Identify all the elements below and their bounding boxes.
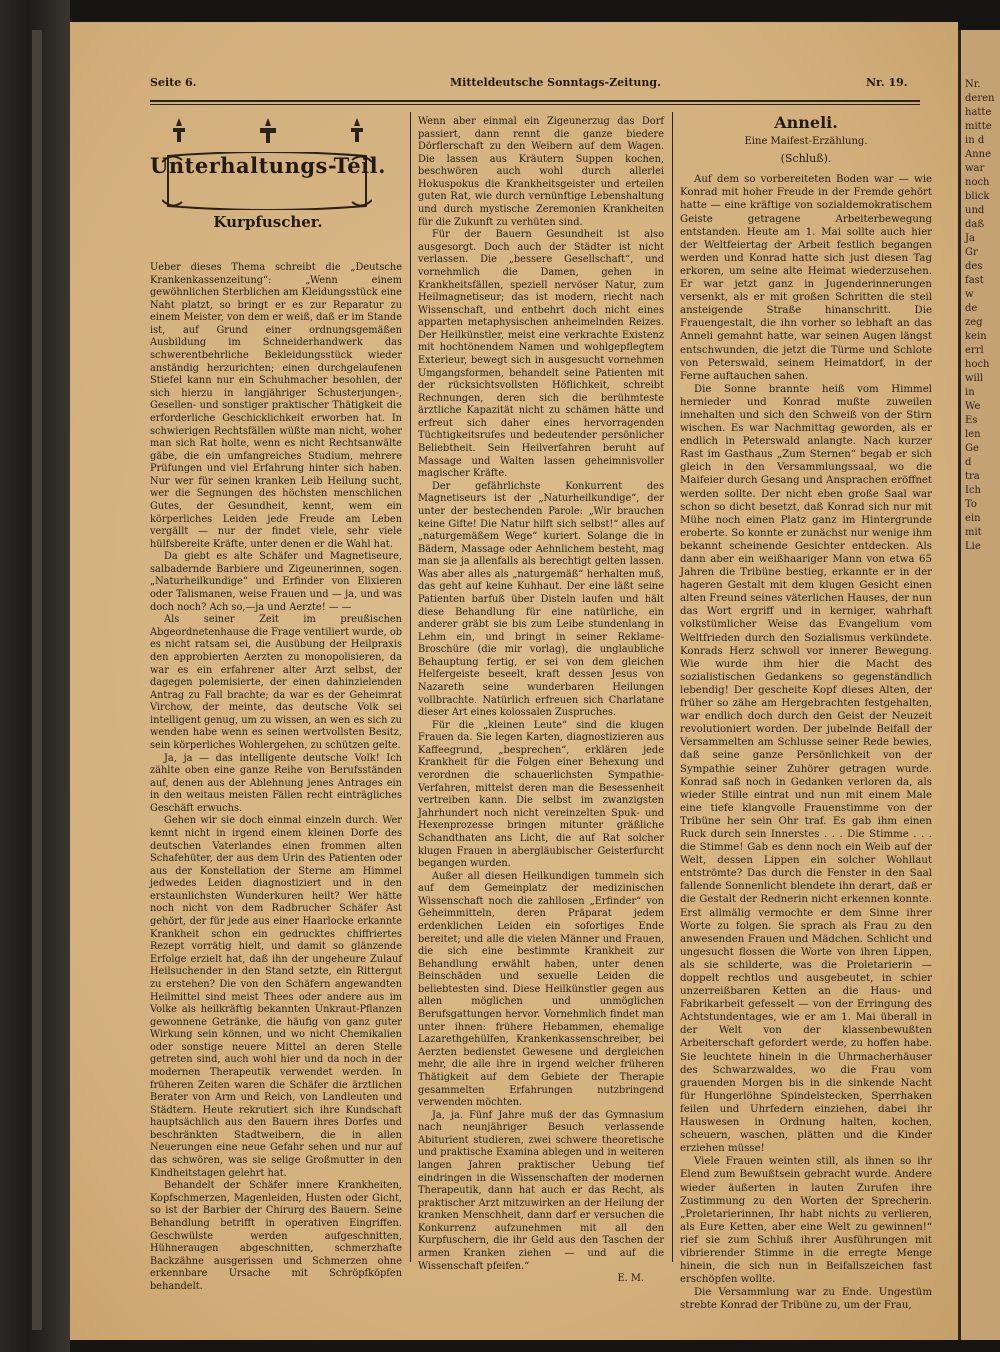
header-rule <box>150 100 920 102</box>
paragraph: Ueber dieses Thema schreibt die „Deutsche Krankenkassenzeitung“: „Wenn einem gewöhnlichen Sterblichen am Kleidungsstück eine Naht platzt, so bringt er es zur Reparatur zu einem Meister, von dem er weiß, daß er im Stande ist, auf Grund einer ordnungsgemäßen Ausbildung im Schneiderhandwerk das schwerentbehrliche Bekleidungsstück wieder anständig herzurichten; einen durchgelaufenen Stiefel kann nur ein Schuhmacher besohlen, der sich hierzu in langjähriger Schusterjungen-, Gesellen- und sonstiger praktischer Thätigkeit die erforderliche Geschicklichkeit erworben hat. In schwierigen Rechtsfällen wüßte man nicht, woher man sich Rat holte, wenn es nicht Rechtsanwälte gäbe, die ein umfangreiches Studium, mehrere Prüfungen und viel Erfahrung hinter sich haben. Nur wer für seinen kranken Leib Heilung sucht, wer die Segnungen des höchsten menschlichen Gutes, der Gesundheit, kennt, wem ein körperliches Leiden jede Freude am Leben vergällt — nur der findet viele, sehr viele hülfsbereite Kräfte, unter denen er die Wahl hat. <box>150 262 402 550</box>
ornament-crown-icon <box>168 116 190 146</box>
ornament-crown-icon <box>346 116 368 146</box>
column-1 <box>150 116 402 1293</box>
column-divider-1 <box>410 112 411 1262</box>
paragraph: Der gefährlichste Konkurrent des Magnetiseurs ist der „Naturheilkundige“, der unter der bestechenden Parole: „Wir brauchen keine Gifte! Die Natur hilft sich selbst!“ alles auf „naturgemäßem Wege“ kuriert. Solange die in Bädern, Massage oder Aehnlichem besteht, mag man sie ja allenfalls als berechtigt gelten lassen. Was aber alles als „naturgemäß“ herhalten muß, das geht auf keine Kuhhaut. Der eine läßt seine Patienten barfuß über Disteln laufen und hält diese Behandlung für eine natürliche, ein anderer gräbt sie bis zum Leibe stundenlang in Lehm ein, und bringt in seiner Reklame-Broschüre (die mir vorlag), die unglaubliche Behauptung fertig, er sei von dem gleichen Helfergeiste beseelt, kraft dessen Jesus von Nazareth seine wunderbaren Heilungen vollbrachte. Natürlich erfreuen sich Charlatane dieser Art eines kolossalen Zuspruches. <box>418 480 664 719</box>
story-title: Anneli. <box>774 113 838 132</box>
paragraph: Auf dem so vorbereiteten Boden war — wie Konrad mit hoher Freude in der Fremde gehört hatte — eine kräftige von sozialdemokratischem Geiste getragene Arbeiterbewegung entstanden. Heute am 1. Mai sollte auch hier der Weltfeiertag der Arbeit festlich begangen werden und Konrad hatte sich just diesen Tag erkoren, um seine alte Heimat wiederzusehen. Er war jetzt ganz in Jugenderinnerungen versenkt, als er mit großen Schritten die steil ansteigende Straße hinanschritt. Die Frauengestalt, die ihn vorher so lebhaft an das Anneli gemahnt hatte, war seinen Augen längst entschwunden, die jetzt die Türme und Schlote von Peterswald, seinem Heimatdorf, in der Ferne auftauchen sahen. <box>680 174 932 382</box>
section-banner <box>150 116 402 262</box>
paragraph: Außer all diesen Heilkundigen tummeln sich auf dem Gemeinplatz der medizinischen Wissenschaft noch die zahllosen „Erfinder“ von Geheimmitteln, deren Präparat jedem erdenklichen Leiden ein sofortiges Ende bereitet; und alle die vielen Männer und Frauen, die sich eine bestimmte Krankheit zur Behandlung erwählt haben, unter denen Beinschäden und sexuelle Leiden die beliebtesten sind. Diese Heilkünstler gegen aus allen möglichen und unmöglichen Berufsgattungen hervor. Vornehmlich findet man unter ihnen: frühere Hebammen, ehemalige Lazarethgehülfen, Krankenkassenschreiber, bei Aerzten bedienstet Gewesene und dergleichen mehr, die alle ihre in irgend welcher früheren Thätigkeit auf dem Gebiete der Therapie gesammelten Erfahrungen nutzbringend verwenden möchten. <box>418 870 664 1109</box>
paragraph: Viele Frauen weinten still, als ihnen so ihr Elend zum Bewußtsein gebracht wurde. Andere wieder äußerten in lauten Zurufen ihre Zustimmung zu den Worten der Sprecherin. „Proletarierinnen, Ihr habt nichts zu verlieren, als Eure Ketten, aber eine Welt zu gewinnen!“ rief sie zum Schluß ihrer Ausführungen mit vibrierender Stimme in die erregte Menge hinein, die sich nun in Beifallszeichen fast erschöpfen wollte. <box>680 1156 932 1286</box>
newspaper-title: Mitteldeutsche Sonntags-Zeitung. <box>450 76 661 89</box>
book-binding <box>0 0 70 1352</box>
story-subtitle: Eine Maifest-Erzählung. <box>744 136 868 148</box>
paragraph: Behandelt der Schäfer innere Krankheiten, Kopfschmerzen, Magenleiden, Husten oder Gicht, so ist der Barbier der Chirurg des Bauern. Seine Behandlung betrifft in operativen Eingriffen. Geschwülste werden aufgeschnitten, Hühneraugen abgeschnitten, schmerzhafte Backzähne ausgerissen und Schmerzen ohne erkennbare Ursache mit Schröpfköpfen behandelt. <box>150 1180 402 1292</box>
page-header <box>150 72 910 96</box>
paragraph: Gehen wir sie doch einmal einzeln durch. Wer kennt nicht in irgend einem kleinen Dorfe des deutschen Vaterlandes einen frommen alten Schafehüter, der aus dem Urin des Patienten oder aus der Konstellation der Sterne am Himmel jedwedes Leiden diagnostiziert und in den erstaunlichsten Wunderkuren heilt? Wer hätte noch nicht von dem Radbrucher Schäfer Ast gehört, der für jede aus einer Haarlocke erkannte Krankheit schon ein gedrucktes chiffriertes Rezept vorrätig hielt, und damit so glänzende Erfolge erzielt hat, daß ihn der ungeheure Zulauf Heilsuchender in den Stand setzte, ein Rittergut zu erstehen? Die von den Schäfern angewandten Heilmittel sind meist Thees oder andere aus im Volke als heilkräftig bekannten Unkraut-Pflanzen gewonnene Getränke, die häufig von ganz guter Wirkung sein können, und wo nicht Chemikalien oder sonstige neuere Mittel an deren Stelle getreten sind, auch wohl hier und da noch in der modernen Therapeutik verwendet werden. In früheren Zeiten waren die Schäfer die ärztlichen Berater von Arm und Reich, von Landleuten und Städtern. Heute rekrutiert sich ihre Kundschaft hauptsächlich aus den Bauern ihres Dorfes und beschränkten Stadtweibern, die in allen Neuerungen eine neue Gefahr sehen und nur auf das schwören, was sie selige Großmutter in den Kindheitstagen gelehrt hat. <box>150 815 402 1179</box>
header-rule-thin <box>150 104 920 105</box>
article-title: Kurpfuscher. <box>213 213 323 231</box>
paragraph: Ja, ja — das intelligente deutsche Volk! Ich zählte oben eine ganze Reihe von Berufsständen auf, denen aus der Ablehnung jenes Antrages ein in den weitaus meisten Fällen recht einträgliches Geschäft erwuchs. <box>150 752 402 814</box>
paragraph: Wenn aber einmal ein Zigeunerzug das Dorf passiert, dann rennt die ganze biedere Dörflerschaft zu den Weibern auf dem Wagen. Die lassen aus Kräutern Suppen kochen, beschwören auch wohl durch allerlei Hokuspokus die Krankheitsgeister und erteilen guten Rat, wie durch vernünftige Lebenshaltung und durch mystische Zeremonien Krankheiten für die Zukunft zu verhüten sind. <box>418 116 664 228</box>
next-page-edge <box>958 30 1000 1340</box>
paragraph: Für der Bauern Gesundheit ist also ausgesorgt. Doch auch der Städter ist nicht verlassen. Die „bessere Gesellschaft“, und vornehmlich die Damen, gehen in Krankheitsfällen, speziell nervöser Natur, zum Heilmagnetiseur; das ist modern, riecht nach Wissenschaft, und entbehrt doch nicht eines apparten metaphysischen anheimelnden Reizes. Der Heilkünstler, meist eine verkrachte Existenz mit hochtönendem Namen und wohlgepflegtem Exterieur, bewegt sich in ausgesucht vornehmen Umgangsformen, behandelt seine Patienten mit der rücksichtsvollsten Höflichkeit, schreibt Rechnungen, deren sich die berühmteste ärztliche Kapazität nicht zu schämen hätte und erfreut sich daher eines hervorragenden Tüchtigkeitsrufes und bedeutender persönlicher Beliebtheit. Sein Heilverfahren beruht auf Massage und Walten lassen geheimnisvoller magischer Kräfte. <box>418 229 664 480</box>
binding-strip <box>32 30 42 1330</box>
column-divider-2 <box>672 112 673 1262</box>
paragraph: Die Sonne brannte heiß vom Himmel hernieder und Konrad mußte zuweilen innehalten und sich den Schweiß von der Stirn wischen. Es war Nachmittag geworden, als er endlich in Peterswald anlangte. Nach kurzer Rast im Gasthaus „Zum Sternen“ begab er sich gleich in den Versammlungssaal, wo die Maifeier durch Gesang und Ansprachen eröffnet werden sollte. Der nicht eben große Saal war schon so dicht besetzt, daß Konrad sich nur mit Mühe noch einen Platz ganz im Hintergrunde eroberte. So konnte er zunächst nur wenige ihm bekannt scheinende Gesichter entdecken. Als dann aber ein weißhaariger Mann von etwa 65 Jahren die Tribüne bestieg, erkannte er in der hageren Gestalt mit dem klugen Gesicht einen alten Freund seines väterlichen Hauses, der nun das Wort ergriff und in kerniger, wahrhaft volkstümlicher Weise das Evangelium vom Weltfrieden durch den Sozialismus verkündete. Konrads Herz schwoll vor innerer Bewegung. Wie wurde ihm hier die Macht des sozialistischen Gedankens so gegenständlich lebendig! Der gescheite Kopf dieses Alten, der früher so zähe am Hergebrachten festgehalten, war endlich doch durch den Geist der Neuzeit revolutioniert worden. Der jubelnde Beifall der Versammelten am Schlusse seiner Rede bewies, daß seine ganze Persönlichkeit von der Sympathie seiner Zuhörer getragen wurde. Konrad saß noch in Gedanken verloren da, als wieder Stille eintrat und nun mit einem Male eine tiefe klangvolle Frauenstimme von der Tribüne her sein Ohr traf. Es gab ihm einen Ruck durch sein Innerstes . . . Die Stimme . . . die Stimme! Gab es denn noch ein Weib auf der Welt, dessen Lippen ein solcher Wohllaut entströmte? Das durch die Fenster in den Saal fallende Sonnenlicht blendete ihn derart, daß er die Gestalt der Rednerin nicht erkennen konnte. Erst allmälig vermochte er dem Sinne ihrer Worte zu folgen. Sie sprach als Frau zu den anwesenden Frauen und Mädchen. Schlicht und ungesucht flossen die Worte von ihren Lippen, als sie schilderte, was die Proletarierin — doppelt rechtlos und ausgebeutet, in schier unzerreißbaren Ketten an die Haus- und Fabrikarbeit gefesselt — von der Erringung des Achtstundentages, wie er am 1. Mai überall in der Welt von der klassenbewußten Arbeiterschaft gefordert werde, zu hoffen habe. Sie leuchtete hinein in die Uhrmacherhäuser des Schwarzwaldes, wo die Frau vom grauenden Morgen bis in die sinkende Nacht für Hungerlöhne Spindelstecken, Sperrhaken feilen und Uhrfedern einziehen, dabei ihr Hauswesen in Ordnung halten, kochen, scheuern, waschen, plätten und die Kinder erziehen müsse! <box>680 383 932 1155</box>
paragraph: Für die „kleinen Leute“ sind die klugen Frauen da. Sie legen Karten, diagnostizieren aus Kaffeegrund, „besprechen“, erklären jede Krankheit für die Folgen einer Behexung und verordnen die schauerlichsten Sympathie-Verfahren, mittelst deren man die Besessenheit vertreiben kann. Die selbst im zwanzigsten Jahrhundert noch nicht vereinzelten Spuk- und Hexenprozesse bringen mitunter gräßliche Schandthaten ans Licht, die auf Rat solcher klugen Frauen in abergläubischer Geisterfurcht begangen wurden. <box>418 719 664 870</box>
next-page-snippet: Nr. deren hatte mitte in d Anne war noch blick und daß Ja Gr des fast w de zeg kein errl hoch will in We Es len Ge d tra Ich To ein mit Lie <box>965 79 995 552</box>
paragraph: Als seiner Zeit im preußischen Abgeordnetenhause die Frage ventiliert wurde, ob es nicht ratsam sei, die Ausübung der Heilpraxis den approbierten Aerzten zu monopolisieren, da war es ein erfahrener alter Arzt selbst, der dagegen polemisierte, der einen dahinzielenden Antrag zu Fall brachte; da war es der Geheimrat Virchow, der meinte, das deutsche Volk sei intelligent genug, um zu wissen, an wen es sich zu wenden habe wenn es seinen wertvollsten Besitz, sein körperliches Wohlergehen, zu schützen gelte. <box>150 614 402 751</box>
paragraph: Ja, ja. Fünf Jahre muß der das Gymnasium nach neunjähriger Besuch verlassende Abiturient studieren, zwei schwere theoretische und praktische Examina ablegen und in weiteren langen Jahren praktischer Uebung tief eindringen in die Wissenschaften der modernen Therapeutik, dann hat auch er das Recht, als praktischer Arzt mitzuwirken an der Heilung der kranken Menschheit, dann darf er versuchen die Konkurrenz aufzunehmen mit all den Kurpfuschern, die ihr Geld aus den Taschen der armen Kranken ziehen — und auf die Wissenschaft pfeifen.“ <box>418 1109 664 1272</box>
story-conclusion-mark: (Schluß). <box>780 152 832 166</box>
page-number: Seite 6. <box>150 76 197 89</box>
ornament-crown-icon <box>257 116 279 146</box>
column-2 <box>418 116 664 1286</box>
author-signature: E. M. <box>617 1273 644 1285</box>
column-3 <box>680 113 932 1312</box>
paragraph: Da giebt es alte Schäfer und Magnetiseure, salbadernde Barbiere und Zigeunerinnen, sogen. „Naturheilkundige“ und Erfinder von Elixieren oder Talismanen, weise Frauen und — ja, und was doch noch? Ach so,—ja und Aerzte! — — <box>150 551 402 613</box>
paragraph: Die Versammlung war zu Ende. Ungestüm strebte Konrad der Tribüne zu, um der Frau, <box>680 1287 932 1312</box>
newspaper-page <box>70 22 958 1340</box>
section-banner-title: Unterhaltungs-Teil. <box>150 153 386 178</box>
issue-number: Nr. 19. <box>866 76 908 89</box>
